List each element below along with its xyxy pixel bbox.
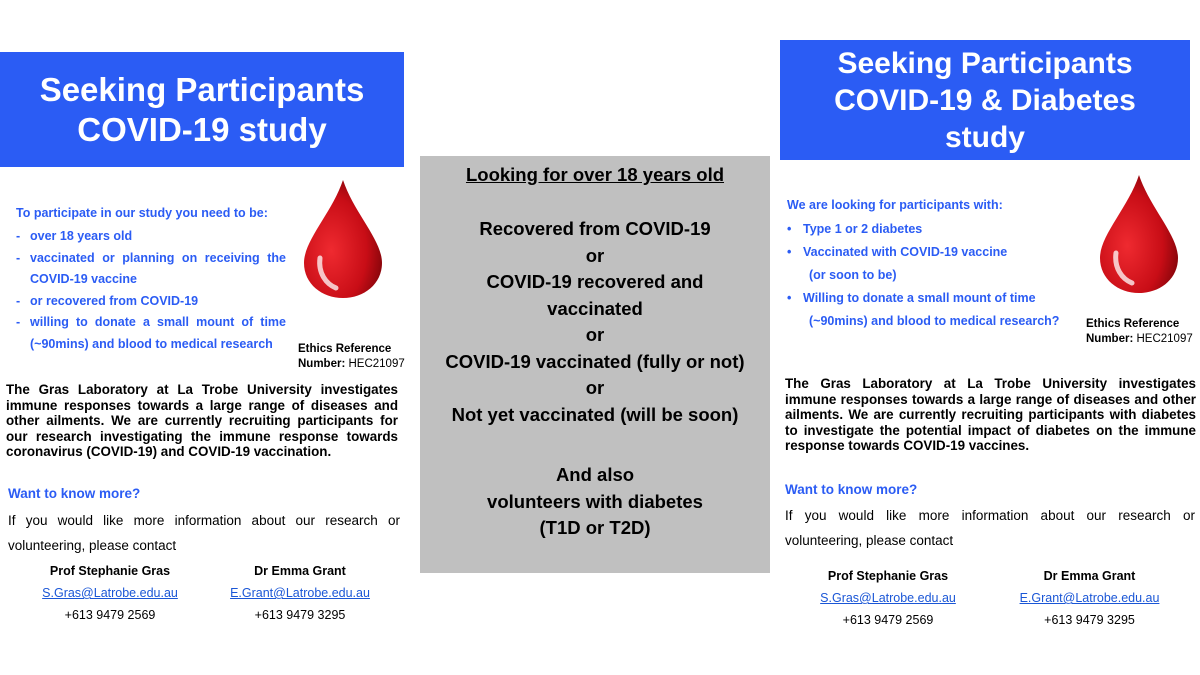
contact-name: Prof Stephanie Gras [49, 564, 171, 578]
left-requirement-item: - vaccinated or planning on receiving the COVID-19 vaccine [16, 250, 286, 286]
right-ethics-number: HEC21097 [1136, 333, 1193, 345]
right-more-heading: Want to know more? [785, 482, 918, 497]
left-requirements-list [16, 226, 286, 355]
contact-name: Prof Stephanie Gras [827, 569, 949, 583]
contact-phone: +613 9479 3295 [254, 608, 346, 622]
right-poster-title-line2: COVID-19 & Diabetes [834, 83, 1136, 117]
center-line: Recovered from COVID-19 [479, 218, 711, 239]
contact-phone: +613 9479 2569 [64, 608, 156, 622]
center-also-line: (T1D or T2D) [539, 517, 651, 538]
right-poster-title-line3: study [944, 120, 1025, 154]
left-requirements-intro: To participate in our study you need to be: [16, 206, 268, 220]
blood-drop-icon [302, 178, 384, 300]
center-criteria [420, 216, 770, 428]
center-eligibility-box [420, 156, 770, 573]
right-requirement-item: (~90mins) and blood to medical research? [809, 314, 1060, 328]
contact-email-link[interactable]: S.Gras@Latrobe.edu.au [42, 586, 178, 600]
right-requirement-item: (or soon to be) [809, 268, 897, 282]
blood-drop-icon [1098, 173, 1180, 295]
center-line: or [585, 377, 605, 398]
center-line: or [585, 244, 605, 266]
center-line: COVID-19 vaccinated (fully or not) [445, 350, 745, 372]
right-requirements-intro: We are looking for participants with: [787, 198, 1003, 212]
left-ethics-reference: Ethics Reference Number: HEC21097 [298, 343, 405, 370]
right-description: The Gras Laboratory at La Trobe University investigates immune responses towards a large range of diseases and other ailments. We are currently recruiting participants with diabetes to investigate the potential impact of diabetes on the immune response towards COVID-19 vaccines. [785, 376, 1196, 453]
right-contact-grant [1007, 565, 1172, 631]
right-poster-title-line1: Seeking Participants [837, 46, 1133, 80]
center-line: Not yet vaccinated (will be soon) [451, 403, 739, 425]
left-contact-grant [220, 560, 380, 626]
right-poster-title-banner [780, 40, 1190, 160]
contact-email-link[interactable]: S.Gras@Latrobe.edu.au [820, 591, 956, 605]
center-line: COVID-19 recovered and [486, 271, 704, 292]
center-heading: Looking for over 18 years old [465, 164, 725, 185]
contact-name: Dr Emma Grant [254, 564, 346, 578]
left-poster-title-line2: COVID-19 study [77, 110, 327, 148]
left-requirement-item: - over 18 years old [16, 229, 133, 243]
left-poster-title-banner [0, 52, 404, 167]
right-requirement-item: • Vaccinated with COVID-19 vaccine [787, 245, 1008, 259]
center-line: vaccinated [547, 297, 643, 319]
center-line: or [585, 324, 605, 345]
left-more-text: If you would like more information about our research or volunteering, please contact [8, 513, 400, 553]
left-requirement-item: - willing to donate a small mount of time (~90mins) and blood to medical research [16, 315, 286, 351]
contact-name: Dr Emma Grant [1043, 569, 1136, 583]
right-contact-gras [808, 565, 968, 631]
contact-email-link[interactable]: E.Grant@Latrobe.edu.au [230, 586, 370, 600]
center-also-line: volunteers with diabetes [487, 490, 703, 512]
left-requirement-item: - or recovered from COVID-19 [16, 293, 199, 308]
right-requirements-list [787, 218, 1087, 333]
left-contact-gras [30, 560, 190, 626]
contact-phone: +613 9479 3295 [1044, 613, 1135, 627]
left-poster-title-line1: Seeking Participants [39, 70, 365, 108]
left-description: The Gras Laboratory at La Trobe University investigates immune responses towards a large range of diseases and other ailments. We are currently recruiting participants for our research investigating the immune response towards coronavirus (COVID-19) and COVID-19 vaccination. [6, 382, 398, 459]
right-requirement-item: • Willing to donate a small mount of time [787, 291, 1036, 305]
right-requirement-item: • Type 1 or 2 diabetes [787, 222, 923, 236]
center-also-diabetes [420, 462, 770, 542]
contact-email-link[interactable]: E.Grant@Latrobe.edu.au [1019, 591, 1160, 605]
left-more-heading: Want to know more? [8, 486, 141, 501]
center-also-line: And also [555, 464, 635, 485]
right-ethics-reference: Ethics Reference Number: HEC21097 [1086, 318, 1193, 345]
left-ethics-number: HEC21097 [348, 358, 405, 370]
right-more-text: If you would like more information about our research or volunteering, please contact [785, 508, 1195, 548]
contact-phone: +613 9479 2569 [842, 613, 934, 627]
